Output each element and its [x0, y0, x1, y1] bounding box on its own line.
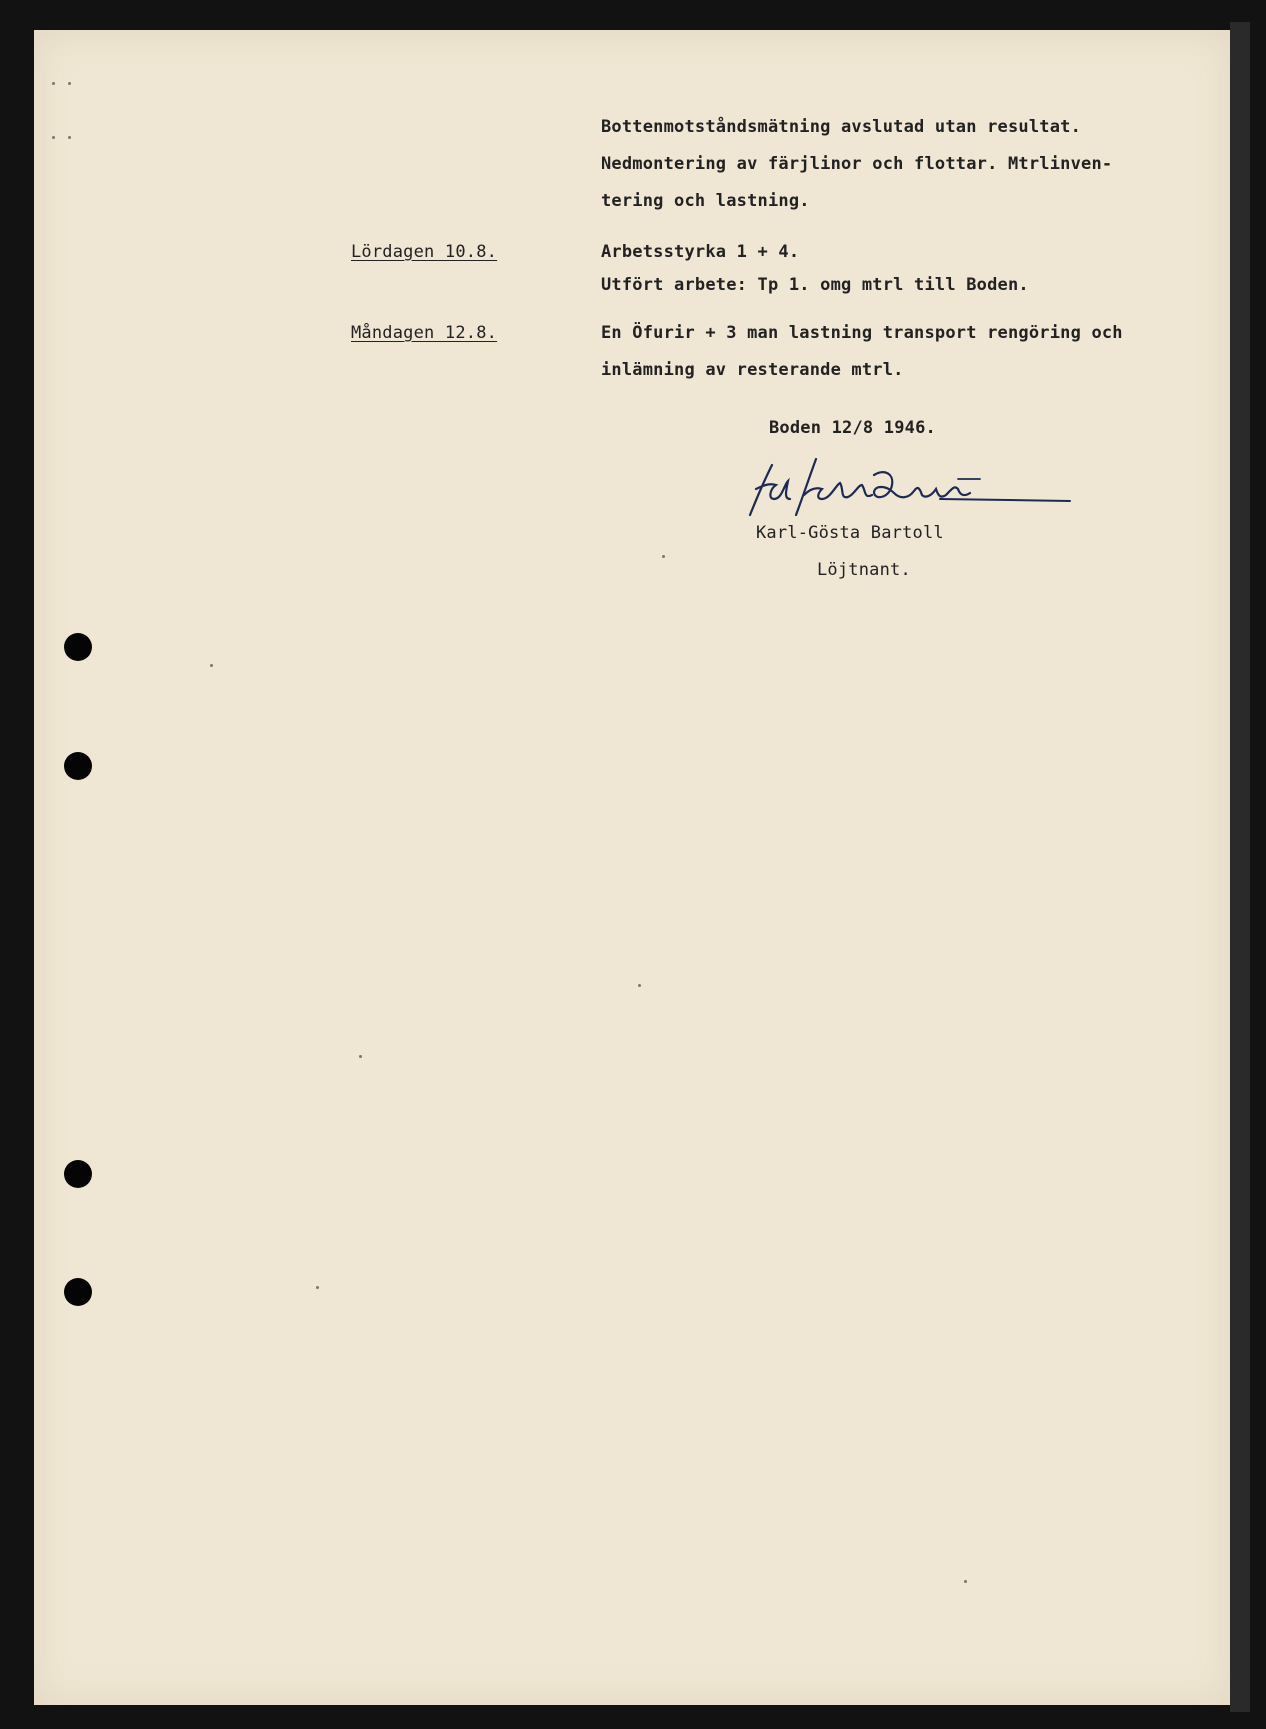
- intro-line-1: Bottenmotståndsmätning avslutad utan resultat.: [601, 117, 1082, 137]
- entry-date-2: Måndagen 12.8.: [351, 323, 498, 343]
- entry-2-line-1: En Öfurir + 3 man lastning transport rengöring och: [601, 323, 1123, 343]
- paper-edge: [1230, 22, 1250, 1712]
- binder-hole: [64, 1160, 92, 1188]
- place-date: Boden 12/8 1946.: [769, 418, 936, 438]
- scan-speck: [52, 136, 55, 139]
- binder-hole: [64, 752, 92, 780]
- entry-2-line-2: inlämning av resterande mtrl.: [601, 360, 904, 380]
- intro-line-2: Nedmontering av färjlinor och flottar. Mtrlinven-: [601, 154, 1113, 174]
- binder-hole: [64, 1278, 92, 1306]
- scan-speck: [210, 664, 213, 667]
- scan-speck: [662, 555, 665, 558]
- intro-line-3: tering och lastning.: [601, 191, 810, 211]
- scan-speck: [359, 1055, 362, 1058]
- entry-1-line-2: Utfört arbete: Tp 1. omg mtrl till Boden.: [601, 275, 1029, 295]
- scan-speck: [68, 136, 71, 139]
- scan-speck: [638, 984, 641, 987]
- binder-hole: [64, 633, 92, 661]
- entry-date-1: Lördagen 10.8.: [351, 242, 498, 262]
- scan-speck: [68, 82, 71, 85]
- signer-name: Karl-Gösta Bartoll: [756, 523, 944, 543]
- scan-speck: [316, 1286, 319, 1289]
- scan-speck: [52, 82, 55, 85]
- handwritten-signature: [744, 455, 1074, 525]
- scan-speck: [964, 1580, 967, 1583]
- signer-title: Löjtnant.: [817, 560, 911, 580]
- entry-1-line-1: Arbetsstyrka 1 + 4.: [601, 242, 800, 262]
